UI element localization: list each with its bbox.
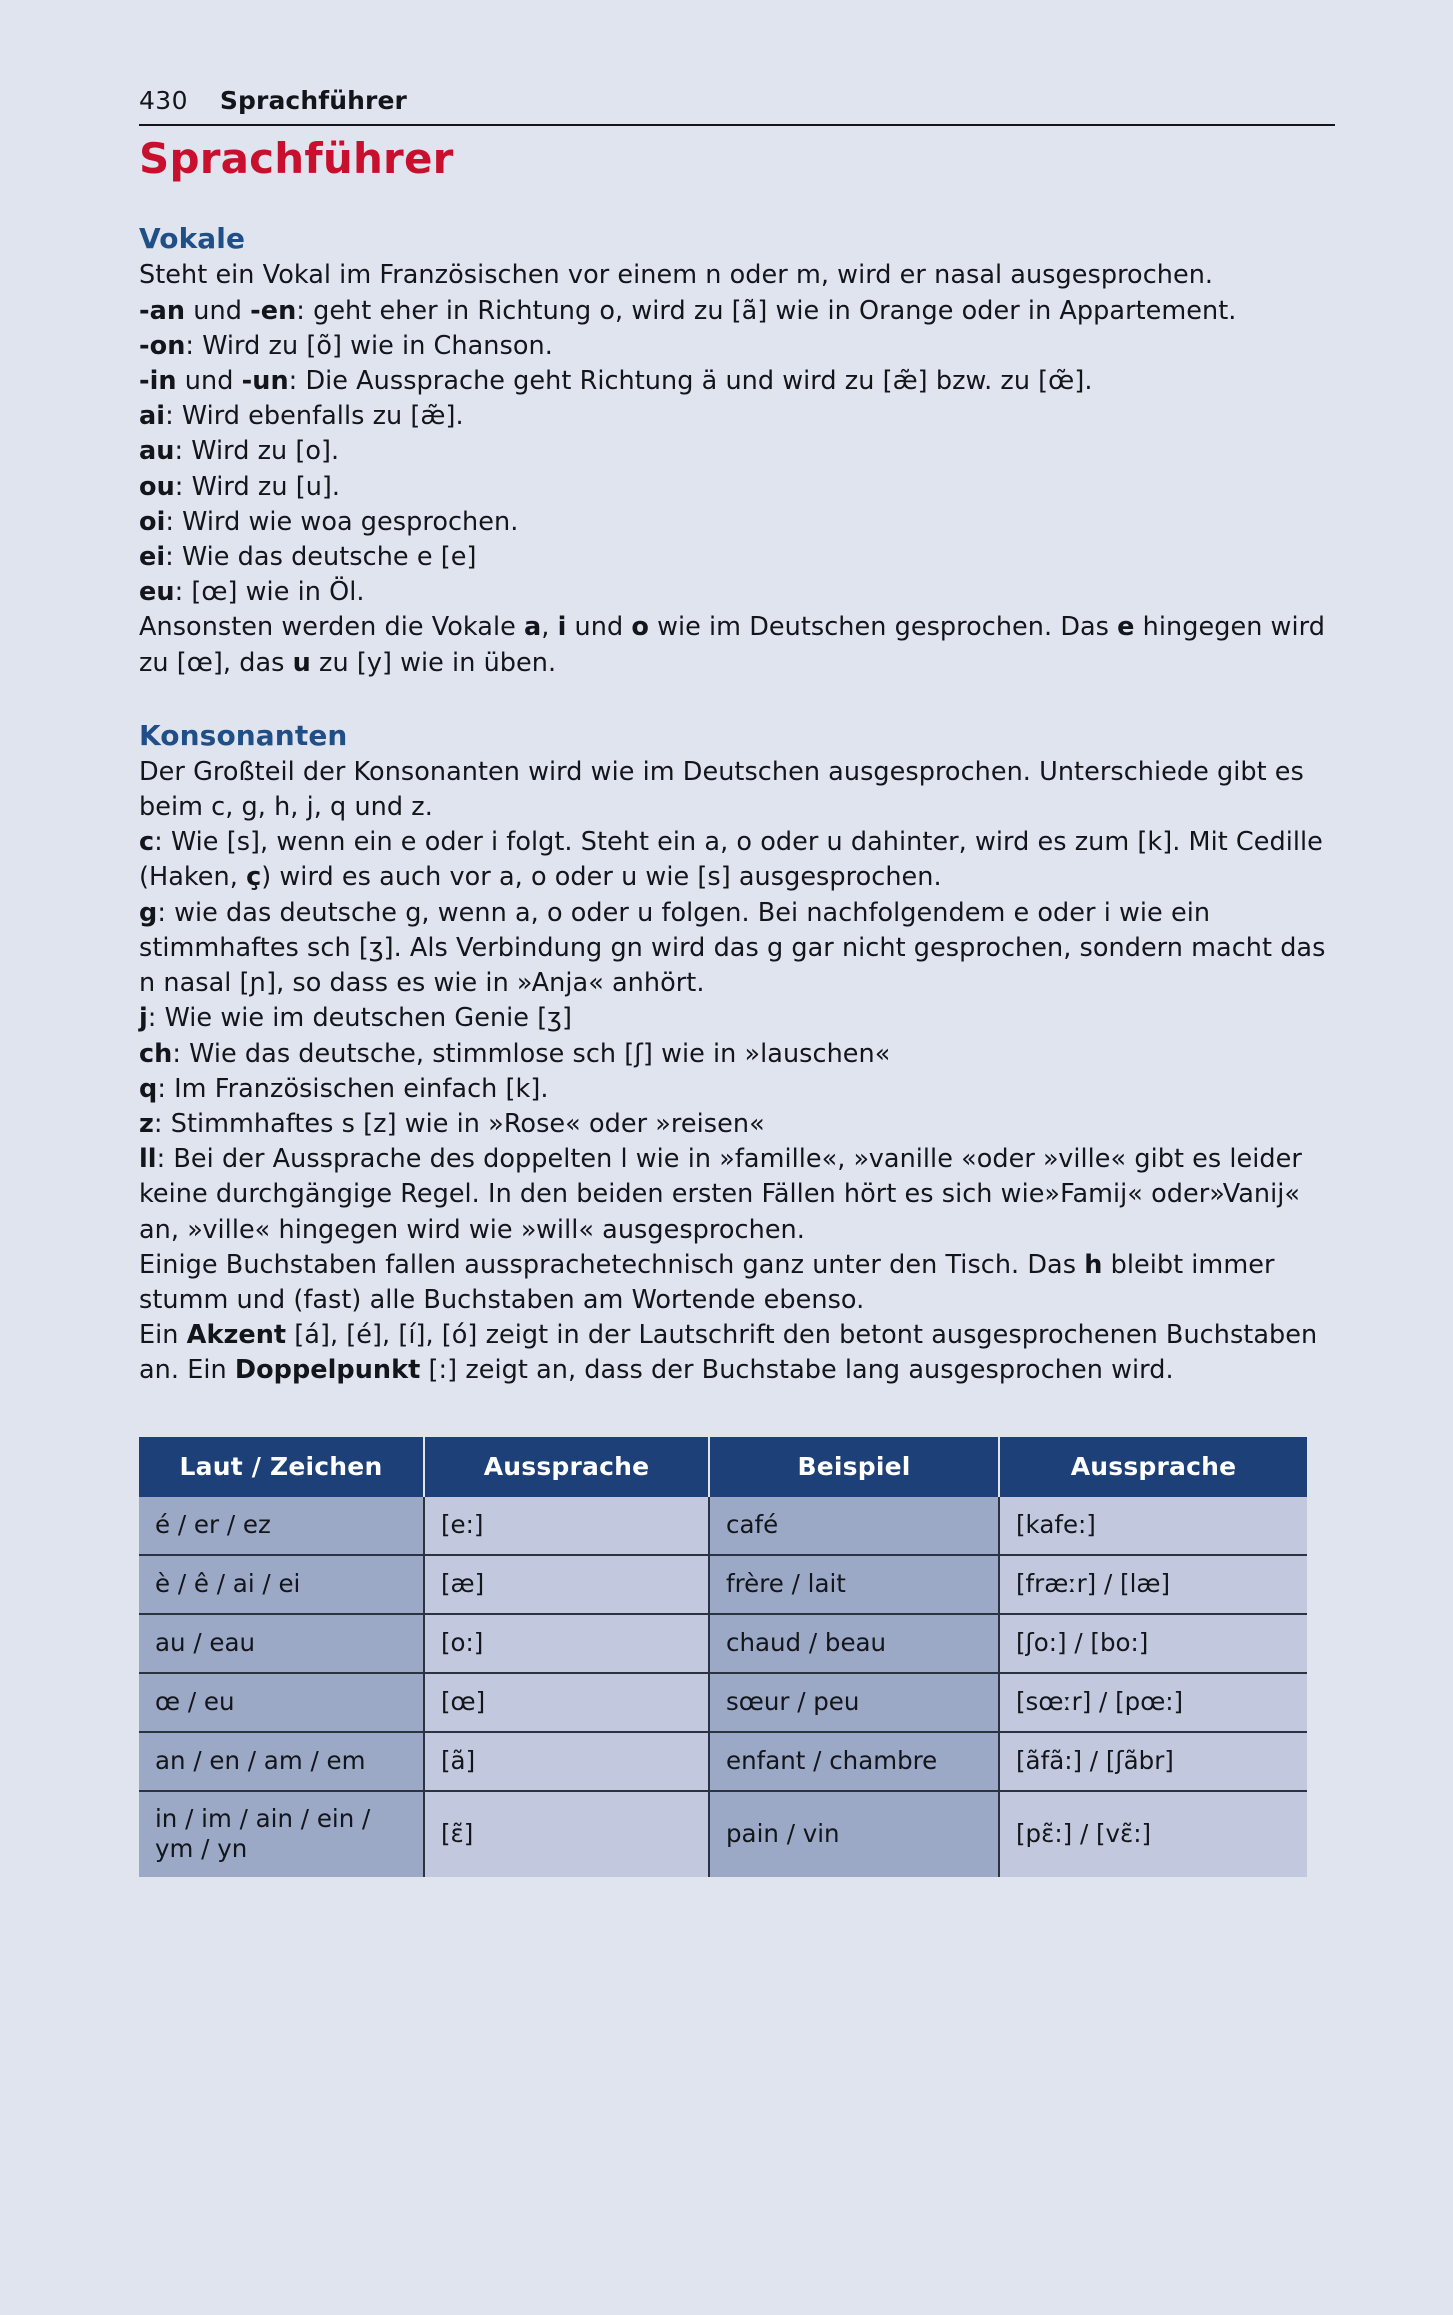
konsonanten-paragraph: Einige Buchstaben fallen aussprachetechnisch ganz unter den Tisch. Das h bleibt immer stumm und (fast) alle Buchstaben am Wortende ebenso. (139, 1249, 1275, 1315)
cell-aussprache-1: [ã] (424, 1732, 709, 1791)
cell-aussprache-2: [kafe:] (999, 1497, 1307, 1555)
table-row (139, 1673, 1307, 1732)
cell-beispiel: frère / lait (709, 1555, 999, 1614)
table-row (139, 1614, 1307, 1673)
konsonanten-paragraph: Der Großteil der Konsonanten wird wie im Deutschen ausgesprochen. Unterschiede gibt es beim c, g, h, j, q und z. (139, 756, 1304, 823)
header-divider (139, 124, 1335, 126)
vokale-paragraph: ou: Wird zu [u]. (139, 471, 341, 502)
cell-beispiel: sœur / peu (709, 1673, 999, 1732)
cell-aussprache-2: [sœːr] / [pœ:] (999, 1673, 1307, 1732)
table-header-row (139, 1437, 1307, 1497)
konsonanten-paragraph: Ein Akzent [á], [é], [í], [ó] zeigt in der Lautschrift den betont ausgesprochenen Buchstaben an. Ein Doppelpunkt [:] zeigt an, dass der Buchstabe lang ausgesprochen wird. (139, 1320, 1318, 1386)
running-head (139, 88, 1335, 124)
table-row (139, 1497, 1307, 1555)
cell-laut: œ / eu (139, 1673, 424, 1732)
page-number: 430 (139, 86, 188, 115)
cell-laut: é / er / ez (139, 1497, 424, 1555)
cell-aussprache-2: [ãfã:] / [ʃãbr] (999, 1732, 1307, 1791)
cell-aussprache-2: [ʃo:] / [bo:] (999, 1614, 1307, 1673)
vokale-paragraph: -on: Wird zu [õ] wie in Chanson. (139, 330, 553, 361)
section-heading-vokale: Vokale (139, 222, 246, 256)
section-heading-konsonanten: Konsonanten (139, 718, 348, 752)
pronunciation-table (139, 1437, 1307, 1877)
table-row (139, 1555, 1307, 1614)
konsonanten-paragraph: c: Wie [s], wenn ein e oder i folgt. Steht ein a, o oder u dahinter, wird es zum [k]. Mit Cedille (Haken, ç) wird es auch vor a, o oder u wie [s] ausgesprochen. (139, 827, 1323, 893)
column-header-aussprache-1: Aussprache (424, 1437, 709, 1497)
page-title: Sprachführer (139, 134, 454, 184)
table-row (139, 1732, 1307, 1791)
column-header-beispiel: Beispiel (709, 1437, 999, 1497)
konsonanten-paragraph: ll: Bei der Aussprache des doppelten l wie in »famille«, »vanille «oder »ville« gibt es leider keine durchgängige Regel. In den beiden ersten Fällen hört es sich wie»Famij« oder»Vanij« an, »ville« hingegen wird wie »will« ausgesprochen. (139, 1144, 1302, 1245)
cell-laut: è / ê / ai / ei (139, 1555, 424, 1614)
konsonanten-paragraph: g: wie das deutsche g, wenn a, o oder u folgen. Bei nachfolgendem e oder i wie ein stimmhaftes sch [ʒ]. Als Verbindung gn wird das g gar nicht gesprochen, sondern macht das n nasal [ɲ], so dass es wie in »Anja« anhört. (139, 897, 1326, 999)
vokale-paragraph: -in und -un: Die Aussprache geht Richtung ä und wird zu [æ̃] bzw. zu [œ̃]. (139, 366, 1093, 397)
cell-aussprache-1: [œ] (424, 1673, 709, 1732)
cell-beispiel: chaud / beau (709, 1614, 999, 1673)
table-row (139, 1791, 1307, 1877)
cell-laut: an / en / am / em (139, 1732, 424, 1791)
running-head-title: Sprachführer (219, 86, 407, 115)
cell-aussprache-1: [æ] (424, 1555, 709, 1614)
cell-laut: au / eau (139, 1614, 424, 1673)
cell-aussprache-2: [pɛ̃:] / [vɛ̃:] (999, 1791, 1307, 1877)
vokale-paragraph: oi: Wird wie woa gesprochen. (139, 506, 519, 537)
vokale-paragraph: au: Wird zu [o]. (139, 436, 340, 467)
cell-laut: in / im / ain / ein / ym / yn (139, 1791, 424, 1877)
vokale-paragraph: ei: Wie das deutsche e [e] (139, 542, 477, 573)
column-header-aussprache-2: Aussprache (999, 1437, 1307, 1497)
cell-beispiel: café (709, 1497, 999, 1555)
konsonanten-paragraph: z: Stimmhaftes s [z] wie in »Rose« oder »reisen« (139, 1108, 765, 1139)
cell-aussprache-1: [e:] (424, 1497, 709, 1555)
vokale-paragraph: -an und -en: geht eher in Richtung o, wird zu [ã] wie in Orange oder in Appartement. (139, 295, 1237, 326)
cell-beispiel: enfant / chambre (709, 1732, 999, 1791)
cell-aussprache-2: [fræːr] / [læ] (999, 1555, 1307, 1614)
vokale-paragraph: Ansonsten werden die Vokale a, i und o wie im Deutschen gesprochen. Das e hingegen wird zu [œ], das u zu [y] wie in üben. (139, 612, 1325, 678)
pronunciation-table-wrapper (139, 1437, 1335, 1877)
cell-beispiel: pain / vin (709, 1791, 999, 1877)
vokale-paragraph: eu: [œ] wie in Öl. (139, 577, 365, 608)
cell-aussprache-1: [ɛ̃] (424, 1791, 709, 1877)
konsonanten-paragraph: q: Im Französischen einfach [k]. (139, 1073, 549, 1104)
vokale-paragraph: Steht ein Vokal im Französischen vor einem n oder m, wird er nasal ausgesprochen. (139, 260, 1214, 291)
konsonanten-paragraph: ch: Wie das deutsche, stimmlose sch [ʃ] wie in »lauschen« (139, 1038, 891, 1069)
konsonanten-paragraph: j: Wie wie im deutschen Genie [ʒ] (139, 1003, 572, 1034)
cell-aussprache-1: [o:] (424, 1614, 709, 1673)
column-header-laut-zeichen: Laut / Zeichen (139, 1437, 424, 1497)
vokale-paragraph: ai: Wird ebenfalls zu [æ̃]. (139, 401, 464, 432)
